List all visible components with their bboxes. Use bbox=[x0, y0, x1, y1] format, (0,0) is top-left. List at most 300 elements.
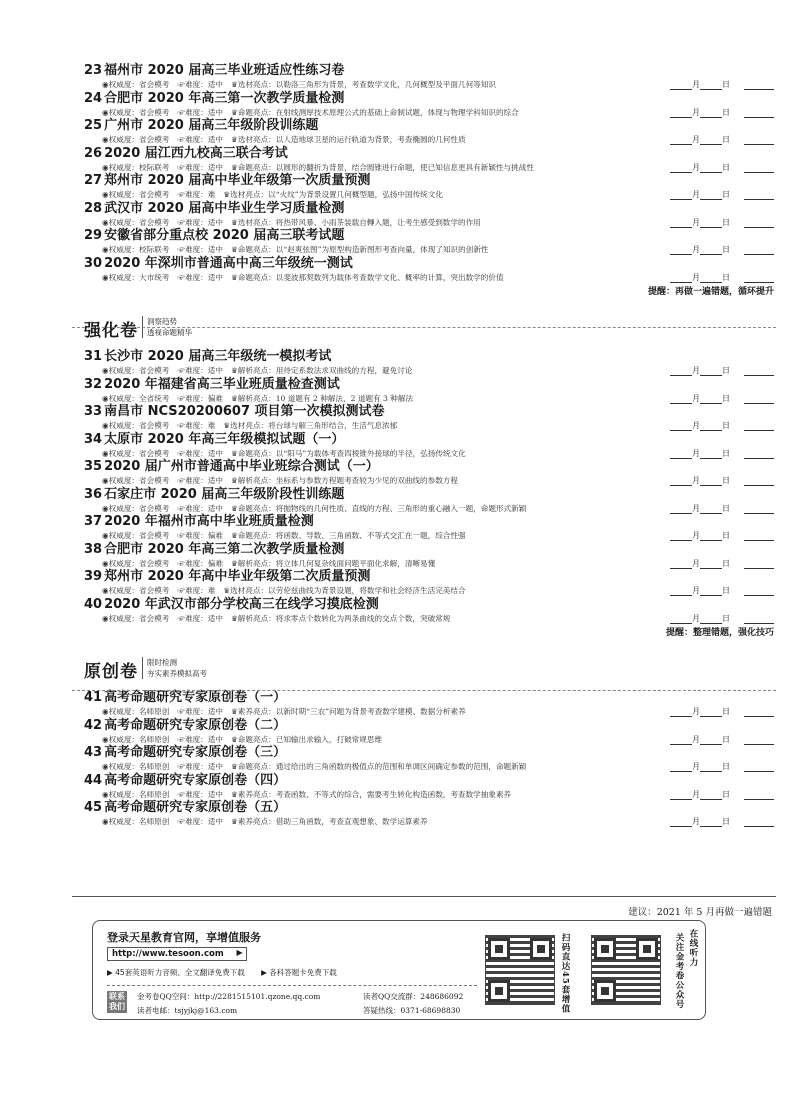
paper-title-text: 2020 届江西九校高三联合考试 bbox=[104, 145, 288, 161]
paper-title-text: 福州市 2020 届高三毕业班适应性练习卷 bbox=[104, 63, 345, 78]
authority-label: ◉权威度：省会模考 bbox=[102, 448, 170, 458]
paper-number: 35 bbox=[84, 459, 103, 474]
month-label: 月 bbox=[692, 217, 700, 227]
paper-title bbox=[84, 62, 344, 79]
tip-review: 提醒：再做一遍错题，循环提升 bbox=[647, 287, 774, 297]
day-label: 日 bbox=[722, 613, 730, 623]
month-label: 月 bbox=[692, 817, 700, 826]
paper-number: 25 bbox=[84, 118, 103, 133]
date-fill[interactable] bbox=[670, 420, 774, 431]
authority-label: ◉权威度：校际联考 bbox=[102, 162, 170, 172]
paper-title-text: 高考命题研究专家原创卷（二） bbox=[104, 717, 287, 733]
highlight-label: ♛素养亮点：考查函数、不等式的综合，需要考生转化构造函数，考查数学抽象素养 bbox=[230, 789, 512, 799]
month-label: 月 bbox=[692, 476, 700, 485]
day-label: 日 bbox=[722, 734, 730, 744]
date-fill[interactable] bbox=[670, 244, 774, 255]
difficulty-label: ☞难度：适中 bbox=[177, 476, 223, 485]
difficulty-label: ☞难度：适中 bbox=[177, 245, 223, 254]
date-fill[interactable] bbox=[670, 475, 774, 486]
highlight-label: ♛选材亮点：将热带风暴、小雨茶装载自轉入题，让考生感受到数学的作用 bbox=[230, 217, 481, 227]
qr-caption: 关注金考卷公众号 bbox=[674, 933, 684, 1009]
difficulty-label: ☞难度：适中 bbox=[177, 80, 223, 89]
difficulty-label: ☞难度：适中 bbox=[177, 817, 223, 826]
authority-label: ◉权威度：省会模考 bbox=[102, 135, 170, 144]
authority-label: ◉权威度：名师原创 bbox=[102, 734, 170, 744]
paper-entry bbox=[84, 90, 774, 118]
highlight-label: ♛命题亮点：在射线测厚技术原理公式的基础上命制试题，体现与物理学科知识的综合 bbox=[230, 107, 519, 117]
month-label: 月 bbox=[692, 789, 700, 799]
day-label: 日 bbox=[722, 476, 730, 485]
answer-sheet-download-link[interactable]: ▶ 各科答题卡免费下载 bbox=[261, 968, 337, 977]
date-fill[interactable] bbox=[670, 530, 774, 541]
paper-number: 24 bbox=[84, 90, 103, 106]
highlight-label: ♛解析亮点：坐标系与参数方程题考查较为少见的双曲线的参数方程 bbox=[230, 476, 458, 485]
month-label: 月 bbox=[692, 162, 700, 172]
date-fill[interactable] bbox=[670, 613, 774, 624]
paper-number: 32 bbox=[84, 376, 103, 392]
difficulty-label: ☞难度：适中 bbox=[177, 734, 223, 744]
paper-meta bbox=[102, 706, 474, 717]
paper-meta bbox=[102, 558, 443, 569]
highlight-label: ♛命题亮点：将抛物线的几何性质、直线的方程、三角形的重心融入一题，命题形式新颖 bbox=[230, 503, 527, 513]
day-label: 日 bbox=[722, 586, 730, 595]
authority-label: ◉权威度：省会模考 bbox=[102, 586, 170, 595]
difficulty-label: ☞难度：难 bbox=[177, 190, 216, 199]
divider bbox=[107, 985, 477, 986]
highlight-label: ♛选材亮点：以劳伦兹曲线为背景设题，将数学和社会经济生活完美结合 bbox=[223, 586, 466, 595]
date-fill[interactable] bbox=[670, 789, 774, 800]
section-basic bbox=[84, 62, 774, 282]
paper-entry bbox=[84, 255, 774, 283]
highlight-label: ♛选材亮点：以“火纹”为背景设置几何概型题，弘扬中国传统文化 bbox=[223, 190, 443, 199]
paper-number: 42 bbox=[84, 717, 103, 733]
paper-title bbox=[84, 348, 331, 365]
paper-title bbox=[84, 200, 344, 217]
paper-meta bbox=[102, 365, 420, 376]
paper-entry bbox=[84, 62, 774, 90]
day-label: 日 bbox=[722, 217, 730, 227]
paper-title bbox=[84, 541, 344, 558]
day-label: 日 bbox=[722, 531, 730, 540]
date-fill[interactable] bbox=[670, 162, 774, 173]
paper-meta bbox=[102, 734, 390, 745]
paper-number: 39 bbox=[84, 569, 103, 584]
month-label: 月 bbox=[692, 558, 700, 568]
paper-entry bbox=[84, 376, 774, 404]
month-label: 月 bbox=[692, 421, 700, 430]
highlight-label: ♛命题亮点：已知输出求输入，打破常规思维 bbox=[230, 734, 383, 744]
paper-title bbox=[84, 431, 344, 448]
paper-number: 38 bbox=[84, 541, 103, 557]
paper-title-text: 长沙市 2020 届高三年级统一模拟考试 bbox=[104, 349, 332, 364]
highlight-label: ♛选材亮点：将台球与解三角形结合，生活气息浓郁 bbox=[223, 421, 398, 430]
authority-label: ◉权威度：省会模考 bbox=[102, 107, 170, 117]
paper-title bbox=[84, 117, 318, 134]
paper-title-text: 2020 年福建省高三毕业班质量检查测试 bbox=[104, 376, 340, 392]
paper-title-text: 2020 年福州市高中毕业班质量检测 bbox=[104, 514, 314, 529]
paper-meta bbox=[102, 475, 466, 486]
date-fill[interactable] bbox=[670, 272, 774, 283]
date-fill[interactable] bbox=[670, 558, 774, 569]
paper-entry bbox=[84, 227, 774, 255]
day-label: 日 bbox=[722, 162, 730, 172]
advice-text: 建议：2021 年 5 月再做一遍错题 bbox=[628, 907, 772, 918]
divider bbox=[72, 327, 776, 328]
difficulty-label: ☞难度：适中 bbox=[177, 107, 223, 117]
qq-group: 读者QQ交流群：248686092 bbox=[363, 992, 464, 1001]
day-label: 日 bbox=[722, 190, 730, 199]
date-fill[interactable] bbox=[670, 761, 774, 772]
authority-label: ◉权威度：名师原创 bbox=[102, 707, 170, 716]
paper-title-text: 2020 届广州市普通高中毕业班综合测试（一） bbox=[104, 459, 379, 474]
day-blank[interactable] bbox=[700, 818, 722, 827]
difficulty-label: ☞难度：偏难 bbox=[177, 558, 223, 568]
score-blank[interactable] bbox=[744, 818, 774, 827]
month-label: 月 bbox=[692, 531, 700, 540]
paper-entry bbox=[84, 689, 774, 717]
qr-code-icon[interactable] bbox=[591, 935, 661, 1005]
paper-number: 26 bbox=[84, 145, 103, 161]
month-label: 月 bbox=[692, 734, 700, 744]
day-blank[interactable] bbox=[700, 615, 722, 624]
day-label: 日 bbox=[722, 80, 730, 89]
day-label: 日 bbox=[722, 245, 730, 254]
day-label: 日 bbox=[722, 762, 730, 771]
difficulty-label: ☞难度：偏难 bbox=[177, 393, 223, 403]
authority-label: ◉权威度：大市统考 bbox=[102, 272, 170, 282]
authority-label: ◉权威度：省会模考 bbox=[102, 190, 170, 199]
highlight-label: ♛命题亮点：以斐波那契数列为载体考查数学文化、概率的计算，突出数学的价值 bbox=[230, 272, 504, 282]
paper-title bbox=[84, 596, 379, 613]
authority-label: ◉权威度：省会模考 bbox=[102, 531, 170, 540]
paper-meta bbox=[102, 393, 421, 404]
paper-title-text: 合肥市 2020 年高三第一次教学质量检测 bbox=[104, 90, 345, 106]
section-original bbox=[84, 689, 774, 827]
paper-title-text: 南昌市 NCS20200607 项目第一次模拟测试卷 bbox=[104, 404, 385, 419]
day-label: 日 bbox=[722, 272, 730, 282]
paper-title bbox=[84, 689, 286, 706]
paper-title bbox=[84, 772, 286, 789]
paper-meta bbox=[102, 244, 497, 255]
contact-label: 联系我们 bbox=[109, 992, 125, 1011]
date-fill[interactable] bbox=[670, 448, 774, 459]
paper-title bbox=[84, 90, 344, 107]
authority-label: ◉权威度：省会模考 bbox=[102, 558, 170, 568]
highlight-label: ♛命题亮点：以圆形的翻折为背景，结合圆锥进行命题，使已知信息更具有新颖性与挑战性 bbox=[230, 162, 534, 172]
paper-meta bbox=[102, 789, 519, 800]
date-fill[interactable] bbox=[670, 134, 774, 145]
paper-title bbox=[84, 458, 379, 475]
paper-title bbox=[84, 568, 370, 585]
section-subtitle-line: 夯实素养模拟高考 bbox=[147, 669, 207, 678]
highlight-label: ♛命题亮点：以“阳马”为载体考查四棱锥外接球的半径，弘扬传统文化 bbox=[230, 448, 466, 458]
paper-title-text: 石家庄市 2020 届高三年级阶段性训练题 bbox=[104, 486, 345, 502]
paper-entry bbox=[84, 568, 774, 596]
paper-meta bbox=[102, 420, 405, 431]
paper-title bbox=[84, 255, 353, 272]
paper-title-text: 2020 年深圳市普通高中高三年级统一测试 bbox=[104, 255, 353, 271]
paper-number: 43 bbox=[84, 745, 103, 760]
paper-title-text: 太原市 2020 年高三年级模拟试题（一） bbox=[104, 431, 345, 447]
month-label: 月 bbox=[692, 272, 700, 282]
paper-meta bbox=[102, 503, 534, 514]
paper-number: 23 bbox=[84, 63, 103, 78]
difficulty-label: ☞难度：难 bbox=[177, 586, 216, 595]
authority-label: ◉权威度：省会模考 bbox=[102, 80, 170, 89]
authority-label: ◉权威度：名师原创 bbox=[102, 762, 170, 771]
paper-title bbox=[84, 172, 370, 189]
paper-number: 29 bbox=[84, 228, 103, 243]
month-label: 月 bbox=[692, 448, 700, 458]
date-fill[interactable] bbox=[670, 365, 774, 376]
paper-entry bbox=[84, 403, 774, 431]
difficulty-label: ☞难度：适中 bbox=[177, 135, 223, 144]
month-label: 月 bbox=[692, 762, 700, 771]
score-blank[interactable] bbox=[744, 274, 774, 283]
month-label: 月 bbox=[692, 393, 700, 403]
day-label: 日 bbox=[722, 789, 730, 799]
section-title: 强化卷 bbox=[84, 321, 138, 341]
arrow-icon: ▶ bbox=[236, 948, 243, 957]
paper-number: 30 bbox=[84, 255, 103, 271]
date-fill[interactable] bbox=[670, 706, 774, 717]
authority-label: ◉权威度：名师原创 bbox=[102, 817, 170, 826]
section-subtitle-line: 限时检测 bbox=[147, 658, 177, 667]
day-label: 日 bbox=[722, 817, 730, 826]
highlight-label: ♛选材亮点：以勒洛三角形为背景，考查数学文化，几何概型及平面几何等知识 bbox=[230, 80, 496, 89]
paper-title bbox=[84, 145, 288, 162]
day-label: 日 bbox=[722, 393, 730, 403]
highlight-label: ♛解析亮点：将立体几何复杂线面问题平面化求解，清晰易懂 bbox=[230, 558, 436, 568]
day-label: 日 bbox=[722, 707, 730, 716]
paper-title-text: 广州市 2020 届高三年级阶段训练题 bbox=[104, 118, 319, 133]
highlight-label: ♛命题亮点：通过给出的三角函数的极值点的范围和单调区间确定参数的范围，命题新颖 bbox=[230, 762, 527, 771]
difficulty-label: ☞难度：适中 bbox=[177, 162, 223, 172]
paper-title-text: 安徽省部分重点校 2020 届高三联考试题 bbox=[104, 228, 345, 243]
paper-meta bbox=[102, 530, 474, 541]
authority-label: ◉权威度：省会模考 bbox=[102, 476, 170, 485]
paper-entry bbox=[84, 772, 774, 800]
footer-bullets bbox=[107, 967, 351, 978]
divider bbox=[72, 690, 776, 691]
paper-title bbox=[84, 403, 385, 420]
paper-number: 31 bbox=[84, 349, 103, 364]
day-label: 日 bbox=[722, 503, 730, 513]
paper-number: 28 bbox=[84, 200, 103, 216]
paper-title-text: 合肥市 2020 年高三第二次教学质量检测 bbox=[104, 541, 345, 557]
footer-box bbox=[92, 920, 706, 1020]
day-label: 日 bbox=[722, 421, 730, 430]
day-label: 日 bbox=[722, 448, 730, 458]
paper-meta bbox=[102, 162, 542, 173]
month-label: 月 bbox=[692, 503, 700, 513]
difficulty-label: ☞难度：适中 bbox=[177, 217, 223, 227]
paper-entry bbox=[84, 117, 774, 145]
highlight-label: ♛解析亮点：将求零点个数转化为两条曲线的交点个数，突破常规 bbox=[230, 613, 451, 623]
section-subtitle bbox=[142, 657, 207, 679]
date-fill[interactable] bbox=[670, 585, 774, 596]
paper-title bbox=[84, 486, 344, 503]
paper-meta bbox=[102, 217, 489, 228]
paper-meta bbox=[102, 761, 534, 772]
paper-title-text: 2020 年武汉市部分学校高三在线学习摸底检测 bbox=[104, 596, 379, 612]
highlight-label: ♛解析亮点：用待定系数法求双曲线的方程，避免讨论 bbox=[230, 366, 413, 375]
paper-title bbox=[84, 513, 314, 530]
month-label: 月 bbox=[692, 135, 700, 144]
paper-title-text: 武汉市 2020 届高中毕业生学习质量检测 bbox=[104, 200, 345, 216]
paper-meta bbox=[102, 816, 436, 827]
month-label: 月 bbox=[692, 586, 700, 595]
month-label: 月 bbox=[692, 707, 700, 716]
tip-organize: 提醒：整理错题，强化技巧 bbox=[665, 628, 774, 638]
authority-label: ◉权威度：名师原创 bbox=[102, 789, 170, 799]
paper-meta bbox=[102, 79, 504, 90]
paper-title-text: 高考命题研究专家原创卷（四） bbox=[104, 772, 287, 788]
difficulty-label: ☞难度：适中 bbox=[177, 762, 223, 771]
paper-number: 27 bbox=[84, 173, 103, 188]
authority-label: ◉权威度：省会模考 bbox=[102, 613, 170, 623]
paper-title-text: 高考命题研究专家原创卷（三） bbox=[104, 745, 287, 760]
day-label: 日 bbox=[722, 366, 730, 375]
qq-space: 金考卷QQ空间：http://2281515101.qzone.qq.com bbox=[137, 992, 321, 1001]
month-label: 月 bbox=[692, 366, 700, 375]
paper-meta bbox=[102, 613, 458, 624]
paper-title bbox=[84, 744, 286, 761]
paper-number: 34 bbox=[84, 431, 103, 447]
website-url: http://www.tesoon.com bbox=[112, 949, 224, 959]
month-label: 月 bbox=[692, 245, 700, 254]
difficulty-label: ☞难度：难 bbox=[177, 421, 216, 430]
section-title: 原创卷 bbox=[84, 662, 138, 682]
month-label: 月 bbox=[692, 613, 700, 623]
paper-entry bbox=[84, 172, 774, 200]
difficulty-label: ☞难度：适中 bbox=[177, 707, 223, 716]
paper-meta bbox=[102, 107, 527, 118]
difficulty-label: ☞难度：适中 bbox=[177, 613, 223, 623]
paper-entry bbox=[84, 541, 774, 569]
day-label: 日 bbox=[722, 558, 730, 568]
highlight-label: ♛命题亮点：将函数、导数、三角函数、不等式交汇在一题，综合性强 bbox=[230, 531, 466, 540]
paper-meta bbox=[102, 189, 451, 200]
month-blank[interactable] bbox=[670, 818, 692, 827]
authority-label: ◉权威度：省会模考 bbox=[102, 217, 170, 227]
month-label: 月 bbox=[692, 190, 700, 199]
section-strengthen bbox=[84, 348, 774, 623]
authority-label: ◉权威度：校际联考 bbox=[102, 245, 170, 254]
difficulty-label: ☞难度：适中 bbox=[177, 503, 223, 513]
date-fill[interactable] bbox=[670, 503, 774, 514]
paper-entry bbox=[84, 200, 774, 228]
month-blank[interactable] bbox=[670, 615, 692, 624]
paper-entry bbox=[84, 744, 774, 772]
phone: 答疑热线：0371-68698830 bbox=[363, 1006, 461, 1015]
paper-title bbox=[84, 717, 286, 734]
paper-number: 45 bbox=[84, 800, 103, 815]
highlight-label: ♛素养亮点：以新时期“三农”问题为背景考查数学建模、数据分析素养 bbox=[230, 707, 466, 716]
date-fill[interactable] bbox=[670, 79, 774, 90]
difficulty-label: ☞难度：适中 bbox=[177, 789, 223, 799]
paper-entry bbox=[84, 596, 774, 624]
highlight-label: ♛解析亮点：10 道题有 2 种解法，2 道题有 3 种解法 bbox=[230, 393, 414, 403]
paper-title-text: 高考命题研究专家原创卷（五） bbox=[104, 800, 287, 815]
date-fill[interactable] bbox=[670, 734, 774, 745]
month-label: 月 bbox=[692, 80, 700, 89]
day-label: 日 bbox=[722, 135, 730, 144]
paper-meta bbox=[102, 448, 474, 459]
section-subtitle-line: 洞察趋势 bbox=[147, 317, 177, 326]
paper-entry bbox=[84, 799, 774, 827]
document-page bbox=[84, 62, 774, 827]
date-fill[interactable] bbox=[670, 393, 774, 404]
authority-label: ◉权威度：省会模考 bbox=[102, 366, 170, 375]
paper-meta bbox=[102, 134, 474, 145]
paper-number: 33 bbox=[84, 404, 103, 419]
authority-label: ◉权威度：省会模考 bbox=[102, 421, 170, 430]
paper-number: 36 bbox=[84, 486, 103, 502]
paper-entry bbox=[84, 145, 774, 173]
date-fill[interactable] bbox=[670, 107, 774, 118]
paper-entry bbox=[84, 431, 774, 459]
paper-number: 44 bbox=[84, 772, 103, 788]
day-blank[interactable] bbox=[700, 274, 722, 283]
score-blank[interactable] bbox=[744, 615, 774, 624]
highlight-label: ♛素养亮点：借助三角函数，考查直观想象、数学运算素养 bbox=[230, 817, 428, 826]
section-header-original bbox=[84, 653, 774, 689]
highlight-label: ♛命题亮点：以“赵爽弦图”为原型构造新图形考查向量，体现了知识的创新性 bbox=[230, 245, 489, 254]
section-header-strengthen bbox=[84, 312, 774, 348]
website-link[interactable] bbox=[107, 947, 247, 961]
audio-download-link[interactable]: ▶ 45套英语听力音频、全文翻译免费下载 bbox=[107, 968, 245, 977]
paper-title-text: 郑州市 2020 届高中毕业年级第一次质量预测 bbox=[104, 173, 371, 188]
day-label: 日 bbox=[722, 107, 730, 117]
authority-label: ◉权威度：省会模考 bbox=[102, 503, 170, 513]
paper-meta bbox=[102, 585, 474, 596]
difficulty-label: ☞难度：适中 bbox=[177, 272, 223, 282]
difficulty-label: ☞难度：适中 bbox=[177, 448, 223, 458]
date-fill[interactable] bbox=[670, 189, 774, 200]
paper-title-text: 郑州市 2020 年高中毕业年级第二次质量预测 bbox=[104, 569, 371, 584]
month-blank[interactable] bbox=[670, 274, 692, 283]
paper-title bbox=[84, 376, 340, 393]
paper-number: 37 bbox=[84, 514, 103, 529]
paper-title bbox=[84, 799, 286, 816]
paper-entry bbox=[84, 348, 774, 376]
paper-number: 40 bbox=[84, 596, 103, 612]
date-fill[interactable] bbox=[670, 217, 774, 228]
highlight-label: ♛选材亮点：以人造地球卫星的运行轨道为背景，考查椭圆的几何性质 bbox=[230, 135, 466, 144]
qr-caption: 在线听力 bbox=[688, 929, 698, 967]
paper-number: 41 bbox=[84, 690, 103, 705]
email: 读者电邮：tsjyjkj@163.com bbox=[137, 1006, 238, 1015]
paper-title-text: 高考命题研究专家原创卷（一） bbox=[104, 690, 287, 705]
section-subtitle-line: 透视命题精华 bbox=[147, 328, 192, 337]
qr-caption: 扫码直达45套增值 bbox=[560, 933, 570, 1014]
footer-title: 登录天星教育官网，享增值服务 bbox=[107, 931, 261, 944]
difficulty-label: ☞难度：偏难 bbox=[177, 531, 223, 540]
divider bbox=[72, 896, 776, 897]
paper-title bbox=[84, 227, 344, 244]
paper-entry bbox=[84, 458, 774, 486]
month-label: 月 bbox=[692, 107, 700, 117]
qr-code-icon[interactable] bbox=[485, 935, 555, 1005]
paper-meta bbox=[102, 272, 512, 283]
date-fill[interactable] bbox=[670, 816, 774, 827]
paper-entry bbox=[84, 486, 774, 514]
difficulty-label: ☞难度：适中 bbox=[177, 366, 223, 375]
paper-entry bbox=[84, 717, 774, 745]
authority-label: ◉权威度：全省统考 bbox=[102, 393, 170, 403]
paper-entry bbox=[84, 513, 774, 541]
